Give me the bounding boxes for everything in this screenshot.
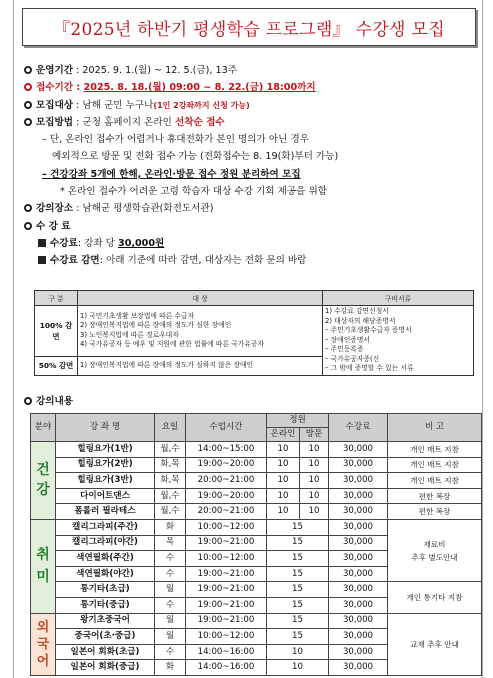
info-section	[24, 62, 479, 270]
discount-rate: 50% 감면	[35, 356, 78, 375]
discount-target-item: 1) 국민기초생활 보장법에 따른 수급자	[80, 311, 195, 320]
course-time: 19:00~21:00	[186, 613, 267, 629]
course-name: 통기타(초급)	[56, 582, 155, 598]
course-time: 10:00~12:00	[186, 519, 267, 535]
reduce-label: 수강료 감면	[50, 255, 100, 267]
header-day: 요일	[155, 414, 186, 442]
course-visit: 10	[300, 473, 329, 489]
table-row	[31, 504, 482, 520]
discount-targets	[78, 306, 323, 357]
circle-bullet-icon	[24, 66, 32, 74]
course-name: 폼롤러 필라테스	[56, 504, 155, 520]
course-time: 10:00~12:00	[186, 551, 267, 567]
course-fee: 30,000	[329, 551, 388, 567]
category-language	[31, 613, 56, 675]
course-time: 19:00~21:00	[186, 535, 267, 551]
header-capacity: 정원	[267, 414, 329, 428]
course-name: 색연필화(주간)	[56, 551, 155, 567]
course-time: 14:00~16:00	[186, 660, 267, 676]
target-label: 모집대상	[36, 99, 74, 111]
fee-heading-label: 수 강 료	[36, 220, 71, 232]
course-note: 개인 통기타 지참	[388, 582, 482, 613]
page-title: 『2025년 하반기 평생학습 프로그램』 수강생 모집	[53, 19, 445, 40]
period-line: 운영기간 : 2025. 9. 1.(월) ~ 12. 5.(금), 13주	[24, 62, 479, 79]
method-value: 군청 홈페이지 온라인	[82, 116, 172, 128]
table-row	[31, 442, 482, 458]
discount-table	[34, 290, 474, 376]
course-day: 수	[155, 566, 186, 582]
period-label: 운영기간	[36, 65, 74, 76]
place-value: 남해군 평생학습관(화전도서관)	[82, 203, 214, 215]
course-time: 20:00~21:00	[186, 473, 267, 489]
header-time: 수업시간	[186, 414, 267, 442]
course-time: 14:00~15:00	[186, 442, 267, 458]
fee-label: 수강료	[50, 237, 78, 249]
course-capacity: 15	[267, 613, 329, 629]
method-label: 모집방법	[36, 116, 74, 128]
course-fee: 30,000	[329, 660, 388, 676]
course-name: 힐링요가(2반)	[56, 457, 155, 473]
period-value: 2025. 9. 1.(월) ~ 12. 5.(금), 13주	[82, 65, 237, 76]
discount-targets	[78, 356, 323, 375]
course-name: 통기타(중급)	[56, 597, 155, 613]
course-note: 편한 복장	[388, 504, 482, 520]
method-highlight: 선착순 접수	[175, 116, 225, 128]
course-note: 개인 매트 지참	[388, 457, 482, 473]
course-time: 20:00~21:00	[186, 504, 267, 520]
table-row	[31, 613, 482, 629]
discount-target-item: 1) 장애인복지법에 따른 장애의 정도가 심하지 않은 장애인	[80, 360, 254, 369]
course-capacity: 15	[267, 629, 329, 645]
square-bullet-icon	[38, 256, 46, 264]
fee-line	[24, 235, 479, 252]
course-name: 일본어 회화(초급)	[56, 644, 155, 660]
method-note-2: 예외적으로 방문 및 전화 접수 가능 (전화접수는 8. 19(화)부터 가능)	[52, 151, 339, 163]
course-capacity: 15	[267, 535, 329, 551]
course-capacity: 15	[267, 519, 329, 535]
circle-bullet-icon	[24, 397, 32, 405]
course-capacity: 10	[267, 660, 329, 676]
discount-target-item: 4) 국가유공자 등 예우 및 지원에 관한 법률에 따른 국가유공자	[80, 340, 264, 349]
course-capacity: 15	[267, 597, 329, 613]
apply-line: 접수기간 : 2025. 8. 18.(월) 09:00 ~ 8. 22.(금) 18:00까지	[24, 79, 479, 96]
course-note: 편한 복장	[388, 488, 482, 504]
fee-text: : 강좌 당	[77, 237, 115, 249]
course-capacity: 15	[267, 582, 329, 598]
course-fee: 30,000	[329, 473, 388, 489]
course-name: 다이어트댄스	[56, 488, 155, 504]
course-day: 화,목	[155, 457, 186, 473]
method-note-4: * 온라인 접수가 어려운 고령 학습자 대상 수강 기회 제공을 위함	[60, 186, 327, 198]
category-label: 취미	[36, 547, 50, 586]
course-fee: 30,000	[329, 566, 388, 582]
table-row	[31, 457, 482, 473]
discount-target-item: 2) 장애인복지법에 따른 장애의 정도가 심한 장애인	[80, 321, 232, 330]
square-bullet-icon	[38, 239, 46, 247]
circle-bullet-icon	[24, 222, 32, 230]
course-time: 14:00~16:00	[186, 644, 267, 660]
discount-row	[35, 306, 474, 357]
course-fee: 30,000	[329, 535, 388, 551]
course-day: 화	[155, 519, 186, 535]
note-line: 추후 별도안내	[411, 552, 458, 562]
course-name: 캘리그라피(야간)	[56, 535, 155, 551]
circle-bullet-icon	[24, 118, 32, 126]
course-time: 19:00~21:00	[186, 597, 267, 613]
course-note	[388, 519, 482, 581]
course-day: 목	[155, 535, 186, 551]
course-name: 색연필화(야간)	[56, 566, 155, 582]
method-line: 모집방법 : 군청 홈페이지 온라인 선착순 접수	[24, 114, 479, 131]
course-fee: 30,000	[329, 442, 388, 458]
lecture-table	[30, 413, 482, 676]
course-time: 19:00~21:00	[186, 582, 267, 598]
course-day: 화	[155, 660, 186, 676]
course-day: 수	[155, 597, 186, 613]
discount-rate: 100% 감면	[35, 306, 78, 357]
discount-docs	[323, 306, 474, 376]
table-row	[31, 473, 482, 489]
lecture-header-row	[31, 414, 482, 428]
category-label: 건강	[36, 462, 50, 499]
fee-heading	[24, 218, 479, 235]
course-visit: 10	[300, 488, 329, 504]
course-fee: 30,000	[329, 613, 388, 629]
reduce-line	[24, 252, 479, 269]
discount-header-row	[35, 291, 474, 306]
circle-bullet-icon	[24, 83, 32, 91]
course-time: 19:00~20:00	[186, 488, 267, 504]
course-day: 수	[155, 551, 186, 567]
discount-header-target: 대 상	[78, 291, 323, 306]
course-name: 힐링요가(1반)	[56, 442, 155, 458]
table-row	[31, 582, 482, 598]
course-time: 19:00~20:00	[186, 457, 267, 473]
table-row	[31, 519, 482, 535]
discount-doc-item: – 국가유공자증(신	[325, 354, 380, 363]
course-online: 10	[267, 473, 300, 489]
header-fee: 수강료	[329, 414, 388, 442]
discount-doc-item: – 장애인증명서	[325, 335, 370, 344]
category-hobby	[31, 519, 56, 613]
apply-label: 접수기간	[36, 82, 74, 94]
course-day: 월	[155, 629, 186, 645]
course-online: 10	[267, 488, 300, 504]
course-fee: 30,000	[329, 597, 388, 613]
course-fee: 30,000	[329, 504, 388, 520]
course-name: 힐링요가(3반)	[56, 473, 155, 489]
course-visit: 10	[300, 442, 329, 458]
course-online: 10	[267, 442, 300, 458]
place-label: 강의장소	[36, 203, 74, 215]
course-fee: 30,000	[329, 457, 388, 473]
course-fee: 30,000	[329, 488, 388, 504]
course-capacity: 15	[267, 551, 329, 567]
header-online: 온라인	[267, 428, 300, 442]
course-day: 화,목	[155, 473, 186, 489]
circle-bullet-icon	[24, 204, 32, 212]
course-day: 월,수	[155, 442, 186, 458]
course-fee: 30,000	[329, 629, 388, 645]
discount-doc-item: – 주민등록증	[325, 345, 364, 353]
fee-value: 30,000원	[118, 237, 165, 249]
discount-doc-item: – 그 밖에 증명할 수 있는 서류	[325, 364, 414, 372]
discount-header-docs: 구비서류	[323, 291, 474, 306]
course-day: 월	[155, 582, 186, 598]
circle-bullet-icon	[24, 101, 32, 109]
target-note: (1인 2강좌까지 신청 가능)	[153, 100, 250, 110]
course-day: 월,수	[155, 488, 186, 504]
discount-doc-item: – 주민기초생활수급자 증명서	[325, 326, 412, 334]
place-line: 강의장소 : 남해군 평생학습관(화전도서관)	[24, 200, 479, 217]
course-online: 10	[267, 457, 300, 473]
course-online: 10	[267, 504, 300, 520]
apply-value: 2025. 8. 18.(월) 09:00 ~ 8. 22.(금) 18:00까지	[83, 82, 316, 94]
course-name: 중국어(초·중급)	[56, 629, 155, 645]
course-day: 수	[155, 644, 186, 660]
course-day: 월,수	[155, 504, 186, 520]
reduce-text: : 아래 기준에 따라 감면, 대상자는 전화 문의 바람	[99, 255, 307, 267]
method-note-1: – 단, 온라인 접수가 어렵거나 휴대전화가 본인 명의가 아닌 경우	[42, 134, 309, 146]
header-visit: 방문	[300, 428, 329, 442]
course-visit: 10	[300, 457, 329, 473]
title-box	[22, 8, 476, 46]
course-note: 개인 매트 지참	[388, 473, 482, 489]
course-fee: 30,000	[329, 644, 388, 660]
course-capacity: 10	[267, 644, 329, 660]
course-name: 캘리그라피(주간)	[56, 519, 155, 535]
discount-header-category: 구 분	[35, 291, 78, 306]
target-value: 남해 군민 누구나	[82, 99, 154, 111]
course-visit: 10	[300, 504, 329, 520]
course-name: 일본어 회화(중급)	[56, 660, 155, 676]
course-name: 왕기초중국어	[56, 613, 155, 629]
table-row	[31, 488, 482, 504]
discount-doc-item: 2) 대상자의 해당증명서	[325, 316, 396, 325]
lecture-label: 강의내용	[36, 396, 74, 407]
course-capacity: 15	[267, 566, 329, 582]
course-note: 교재 추후 안내	[388, 613, 482, 675]
header-name: 강 좌 명	[56, 414, 155, 442]
course-note: 개인 매트 지참	[388, 442, 482, 458]
header-category: 분야	[31, 414, 56, 442]
target-line: 모집대상 : 남해 군민 누구나(1인 2강좌까지 신청 가능)	[24, 97, 479, 114]
discount-target-item: 3) 노인복지법에 따른 경로우대자	[80, 330, 179, 339]
category-health	[31, 442, 56, 520]
document-page	[13, 0, 483, 678]
lecture-heading	[24, 393, 73, 407]
course-day: 월	[155, 613, 186, 629]
category-label: 외국어	[36, 619, 50, 669]
course-time: 10:00~12:00	[186, 629, 267, 645]
course-fee: 30,000	[329, 519, 388, 535]
note-line: 재료비	[423, 539, 446, 549]
course-fee: 30,000	[329, 582, 388, 598]
method-note-3: – 건강강좌 5개에 한해, 온라인·방문 접수 정원 분리하여 모집	[42, 168, 301, 180]
course-time: 19:00~21:00	[186, 566, 267, 582]
discount-doc-item: 1) 수강료 감면신청서	[325, 307, 389, 315]
header-note: 비 고	[388, 414, 482, 442]
